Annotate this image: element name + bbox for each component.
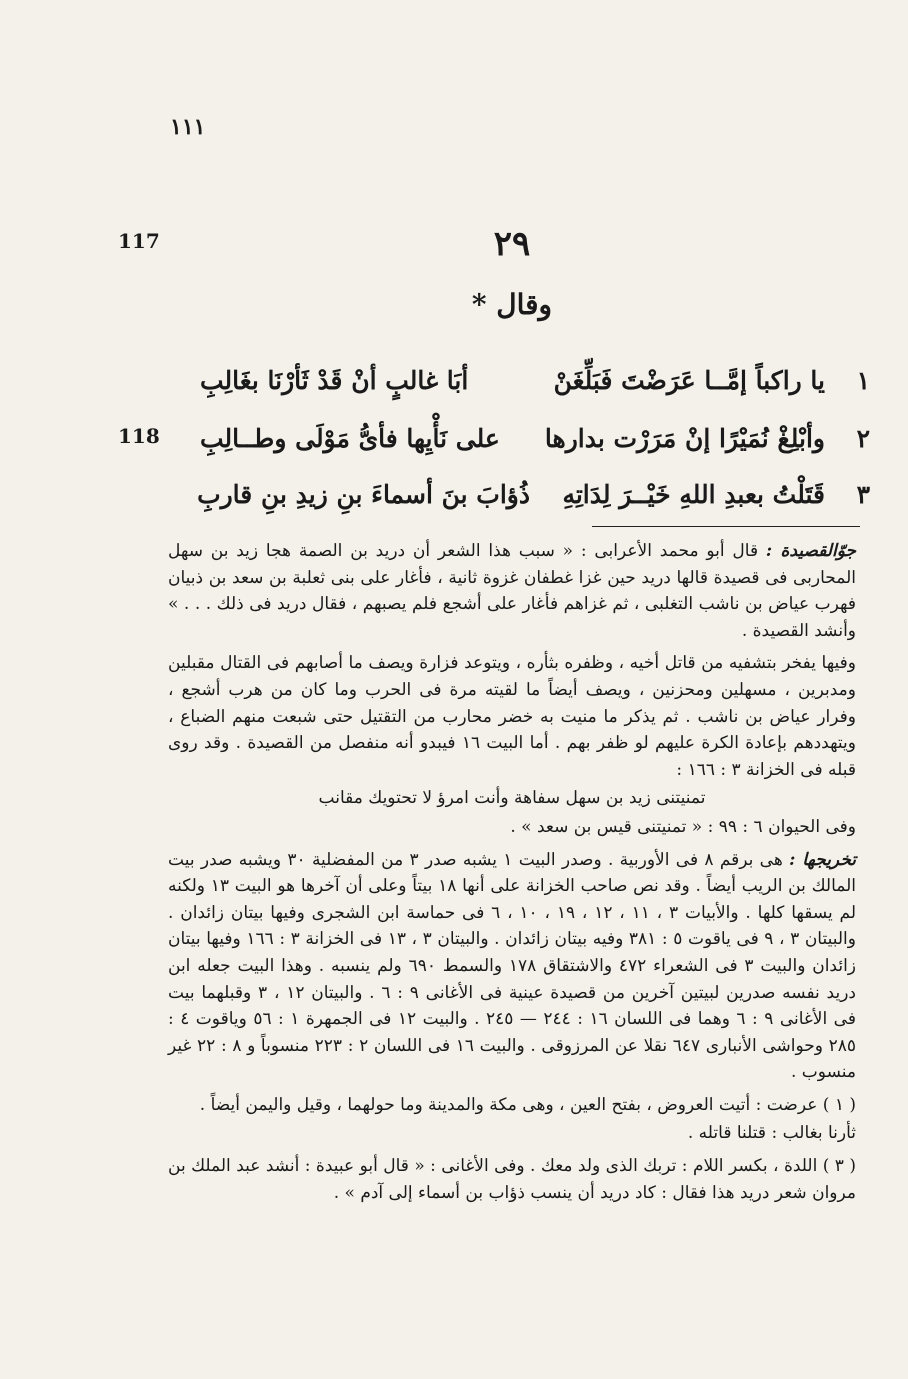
page-number: ١١١ [170,114,206,140]
verse-hemistich-second: أبَا غالبٍ أنْ قَدْ ثَأرْنَا بغَالِبِ [200,366,469,395]
verse-1 [180,366,870,410]
verse-hemistich-first: وأبْلِغْ نُمَيْرًا إنْ مَرَرْت بدارها [544,424,825,453]
quoted-verse: تمنيتنى زيد بن سهل سفاهة وأنت امرؤ لا تحتويك مقانب [318,788,706,809]
note-1: ( ١ ) عرضت : أتيت العروض ، بفتح العين ، وهى مكة والمدينة وما حولهما ، وقيل واليمن أيضاً . [199,1094,856,1115]
note-quote [168,785,856,812]
verse-hemistich-first: يا راكباً إمَّــا عَرَضْتَ فَبَلِّغَنْ [553,366,825,395]
footnotes [168,538,856,1208]
note-variant: وفى الحيوان ٦ : ٩٩ : « تمنيتنى قيس بن سعد » . [510,816,856,837]
note-label: تخريجها : [789,849,857,870]
note-3: ( ٣ ) اللدة ، بكسر اللام : تربك الذى ولد معك . وفى الأغانى : « قال أبو عبيدة : أنشد عبد الملك بن مروان شعر دريد هذا فقال : كاد دريد أن ينسب ذؤاب بن أسماء إلى آدم » . [168,1156,856,1203]
note-sources [168,847,856,1086]
verse-number: ١ [856,366,870,395]
footnote-divider [592,526,860,527]
margin-reference-top: 117 [118,229,160,253]
note-occasion [168,538,856,644]
verse-number: ٢ [856,424,870,453]
margin-reference-verse2: 118 [118,424,160,448]
verse-hemistich-first: قَتَلْتُ بعبدِ اللهِ خَيْــرَ لِدَاتِهِ [562,480,825,509]
note-1-continued: ثأرنا بغالب : قتلنا قاتله . [687,1123,856,1144]
poem-intro: وقال * [471,288,553,321]
note-summary: وفيها يفخر بتشفيه من قاتل أخيه ، وظفره بثأره ، ويتوعد فزارة ويصف ما أصابهم فى القتال مقبلين ومدبرين ، مسهلين ومحزنين ، ويصف أيضاً ما لقيته مرة فى الحرب وما كان من هرب أشجع ، وفرار عياض بن ناشب . ثم يذكر ما منيت به خضر محارب من التقتيل حتى شبعت منهم الضباع ، ويتهددهم بإعادة الكرة عليهم لو ظفر بهم . أما البيت ١٦ فيبدو أنه منفصل من القصيدة . وقد روى قبله فى الخزانة ٣ : ١٦٦ : [168,653,856,780]
note-text: هى برقم ٨ فى الأوربية . وصدر البيت ١ يشبه صدر ٣ من المفضلية ٣٠ ويشبه صدر بيت المالك بن الريب أيضاً . وقد نص صاحب الخزانة على أنها ١٨ بيتاً وعلى أن آخرها هو البيت ١٣ ولكنه لم يسقها كلها . والأبيات ٣ ، ١١ ، ١٢ ، ١٩ ، ١٠ ، ٦ فى حماسة ابن الشجرى وفيها بيتان زائدان . والبيتان ٣ ، ٩ فى ياقوت ٥ : ٣٨١ وفيه بيتان زائدان . والبيتان ٣ ، ١٣ فى الخزانة ٣ : ١٦٦ وفيها بيتان زائدان والبيت ٣ فى الشعراء ٤٧٢ والاشتقاق ١٧٨ والسمط ٦٩٠ ولم ينسبه . وهذا البيت جعله ابن دريد نفسه صدرين لبيتين آخرين من قصيدة عينية فى الأغانى ٩ : ٦ . والبيتان ١٢ ، ٣ وقبلهما بيت فى الأغانى ٩ : ٦ وهما فى اللسان ١٦ : ٢٤٤ — ٢٤٥ . والبيت ١٢ فى الجمهرة ١ : ٥٦ وياقوت ٤ : ٢٨٥ وحواشى الأنبارى ٦٤٧ نقلا عن المرزوقى . والبيت ١٦ فى اللسان ٢ : ٢٢٣ منسوباً و ٨ : ٢٢ غير منسوب . [168,849,857,1083]
verse-number: ٣ [856,480,870,509]
note-label: جوّالقصيدة : [765,541,856,561]
verse-hemistich-second: على نَأْيِها فأىُّ مَوْلَى وطــالِبِ [200,424,500,453]
verse-hemistich-second: ذُؤابَ بنَ أسماءَ بنِ زيدِ بنِ قاربِ [197,480,530,509]
verse-2 [180,424,870,468]
poem-number: ٢٩ [493,224,531,264]
verse-3 [180,480,870,524]
note-text: قال أبو محمد الأعرابى : « سبب هذا الشعر أن دريد بن الصمة هجا زيد بن سهل المحاربى فى قصيدة قالها دريد حين غزا غطفان غزوة ثانية ، فأغار على بنى ثعلبة بن سعد بن ذبيان فهرب عياض بن ناشب التغلبى ، ثم غزاهم فأغار على أشجع فلم يصبهم ، فقال دريد فى ذلك . . . » وأنشد القصيدة . [168,541,856,641]
